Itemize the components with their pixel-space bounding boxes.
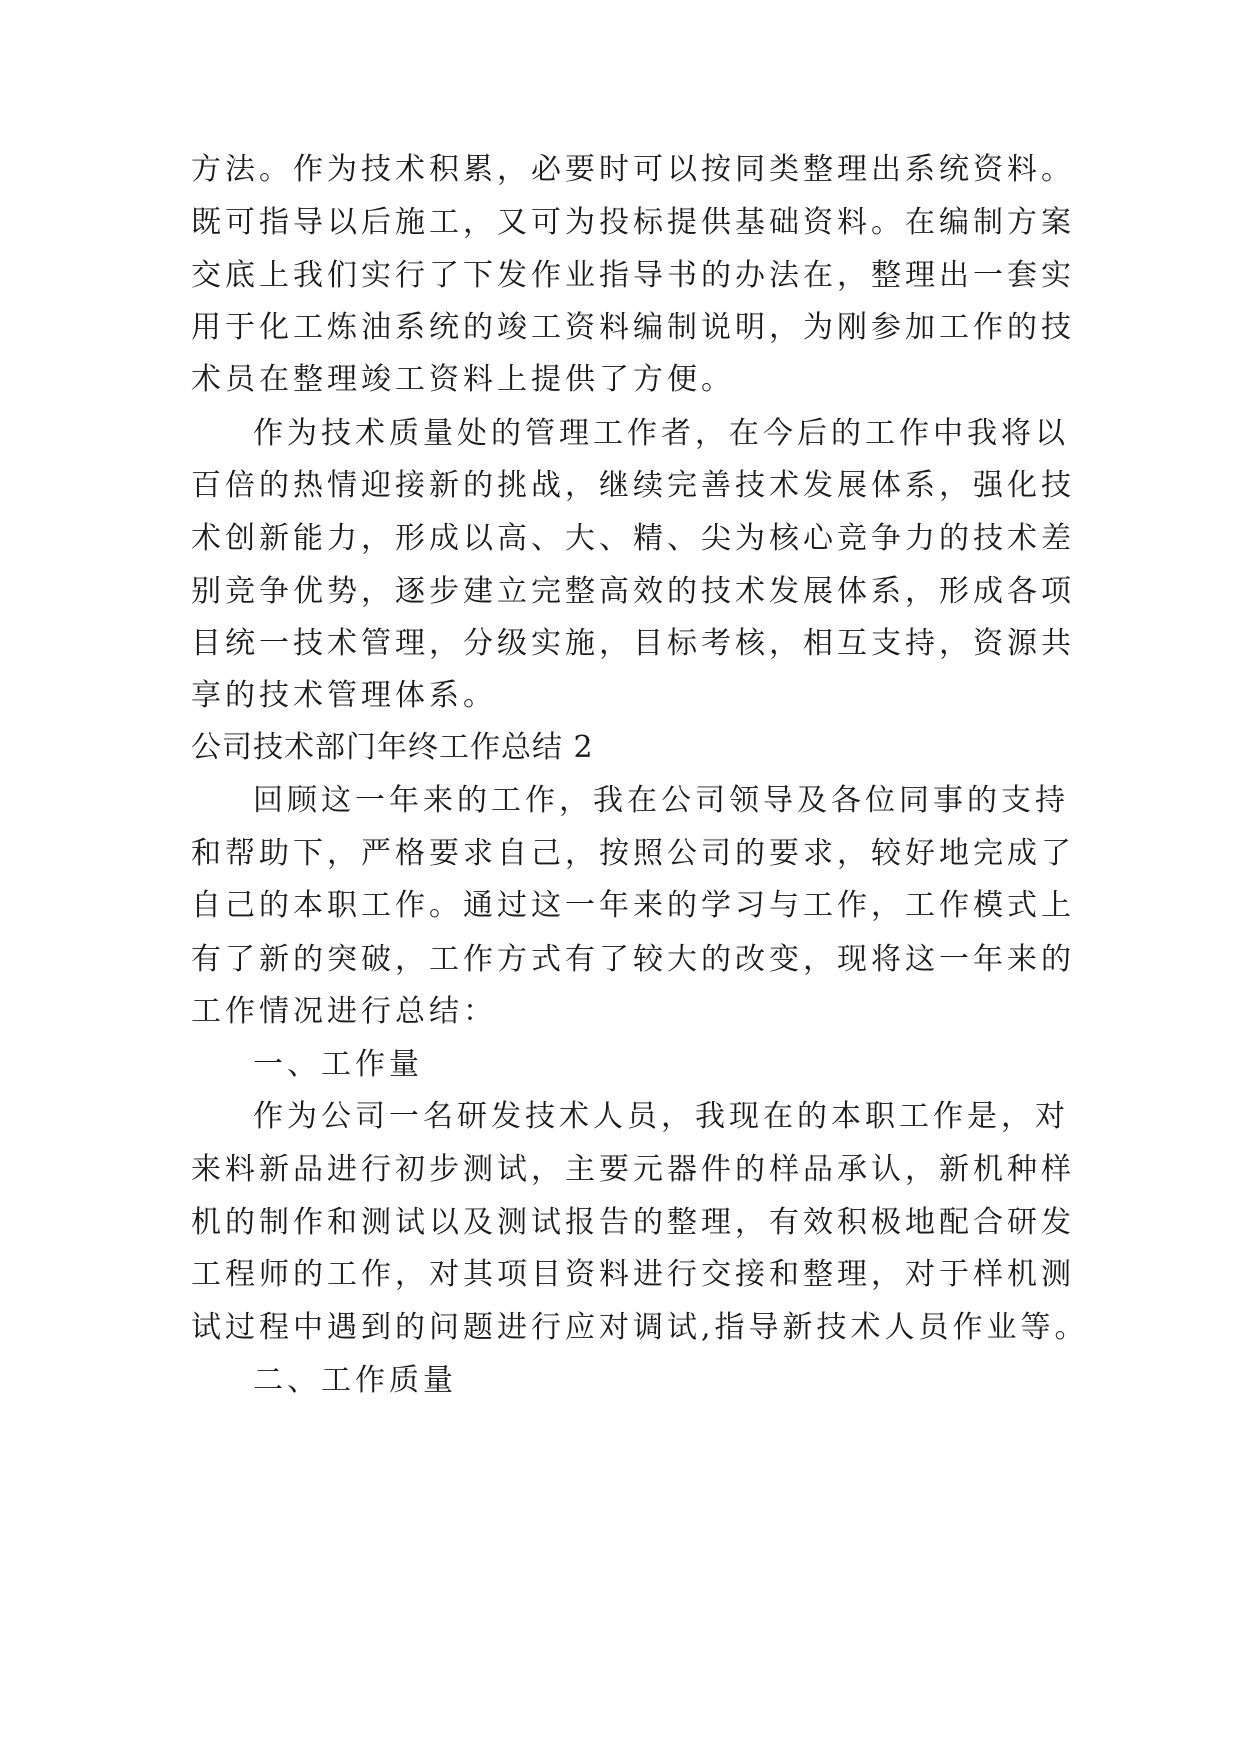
body-text-line: 工程师的工作，对其项目资料进行交接和整理，对于样机测 [191,1257,1075,1292]
body-text-line: 别竞争优势，逐步建立完整高效的技术发展体系，形成各项 [191,574,1075,609]
paragraph-first-line: 回顾这一年来的工作，我在公司领导及各位同事的支持 [253,783,1069,818]
body-text-line: 术创新能力，形成以高、大、精、尖为核心竞争力的技术差 [191,521,1075,556]
body-text-line: 百倍的热情迎接新的挑战，继续完善技术发展体系，强化技 [191,468,1075,503]
body-text-line: 有了新的突破，工作方式有了较大的改变，现将这一年来的 [191,942,1075,977]
body-text-line: 自己的本职工作。通过这一年来的学习与工作，工作模式上 [191,888,1075,923]
subsection-heading: 一、工作量 [253,1047,423,1082]
body-text-line: 试过程中遇到的问题进行应对调试,指导新技术人员作业等。 [191,1310,1089,1345]
body-text-line: 目统一技术管理，分级实施，目标考核，相互支持，资源共 [191,626,1075,661]
body-text-line: 既可指导以后施工，又可为投标提供基础资料。在编制方案 [191,205,1075,240]
body-text-line: 和帮助下，严格要求自己，按照公司的要求，较好地完成了 [191,836,1075,871]
paragraph-first-line: 作为公司一名研发技术人员，我现在的本职工作是，对 [253,1099,1069,1134]
body-text-line: 享的技术管理体系。 [191,678,497,713]
body-text-line: 工作情况进行总结： [191,994,497,1029]
body-text-line: 机的制作和测试以及测试报告的整理，有效积极地配合研发 [191,1205,1075,1240]
subsection-heading: 二、工作质量 [253,1363,457,1398]
body-text-line: 用于化工炼油系统的竣工资料编制说明，为刚参加工作的技 [191,310,1075,345]
paragraph-first-line: 作为技术质量处的管理工作者，在今后的工作中我将以 [253,416,1069,451]
body-text-line: 方法。作为技术积累，必要时可以按同类整理出系统资料。 [191,152,1075,187]
body-text-line: 术员在整理竣工资料上提供了方便。 [191,362,735,397]
body-text-line: 来料新品进行初步测试，主要元器件的样品承认，新机种样 [191,1152,1075,1187]
section-title: 公司技术部门年终工作总结 2 [191,730,594,765]
body-text-line: 交底上我们实行了下发作业指导书的办法在，整理出一套实 [191,258,1075,293]
